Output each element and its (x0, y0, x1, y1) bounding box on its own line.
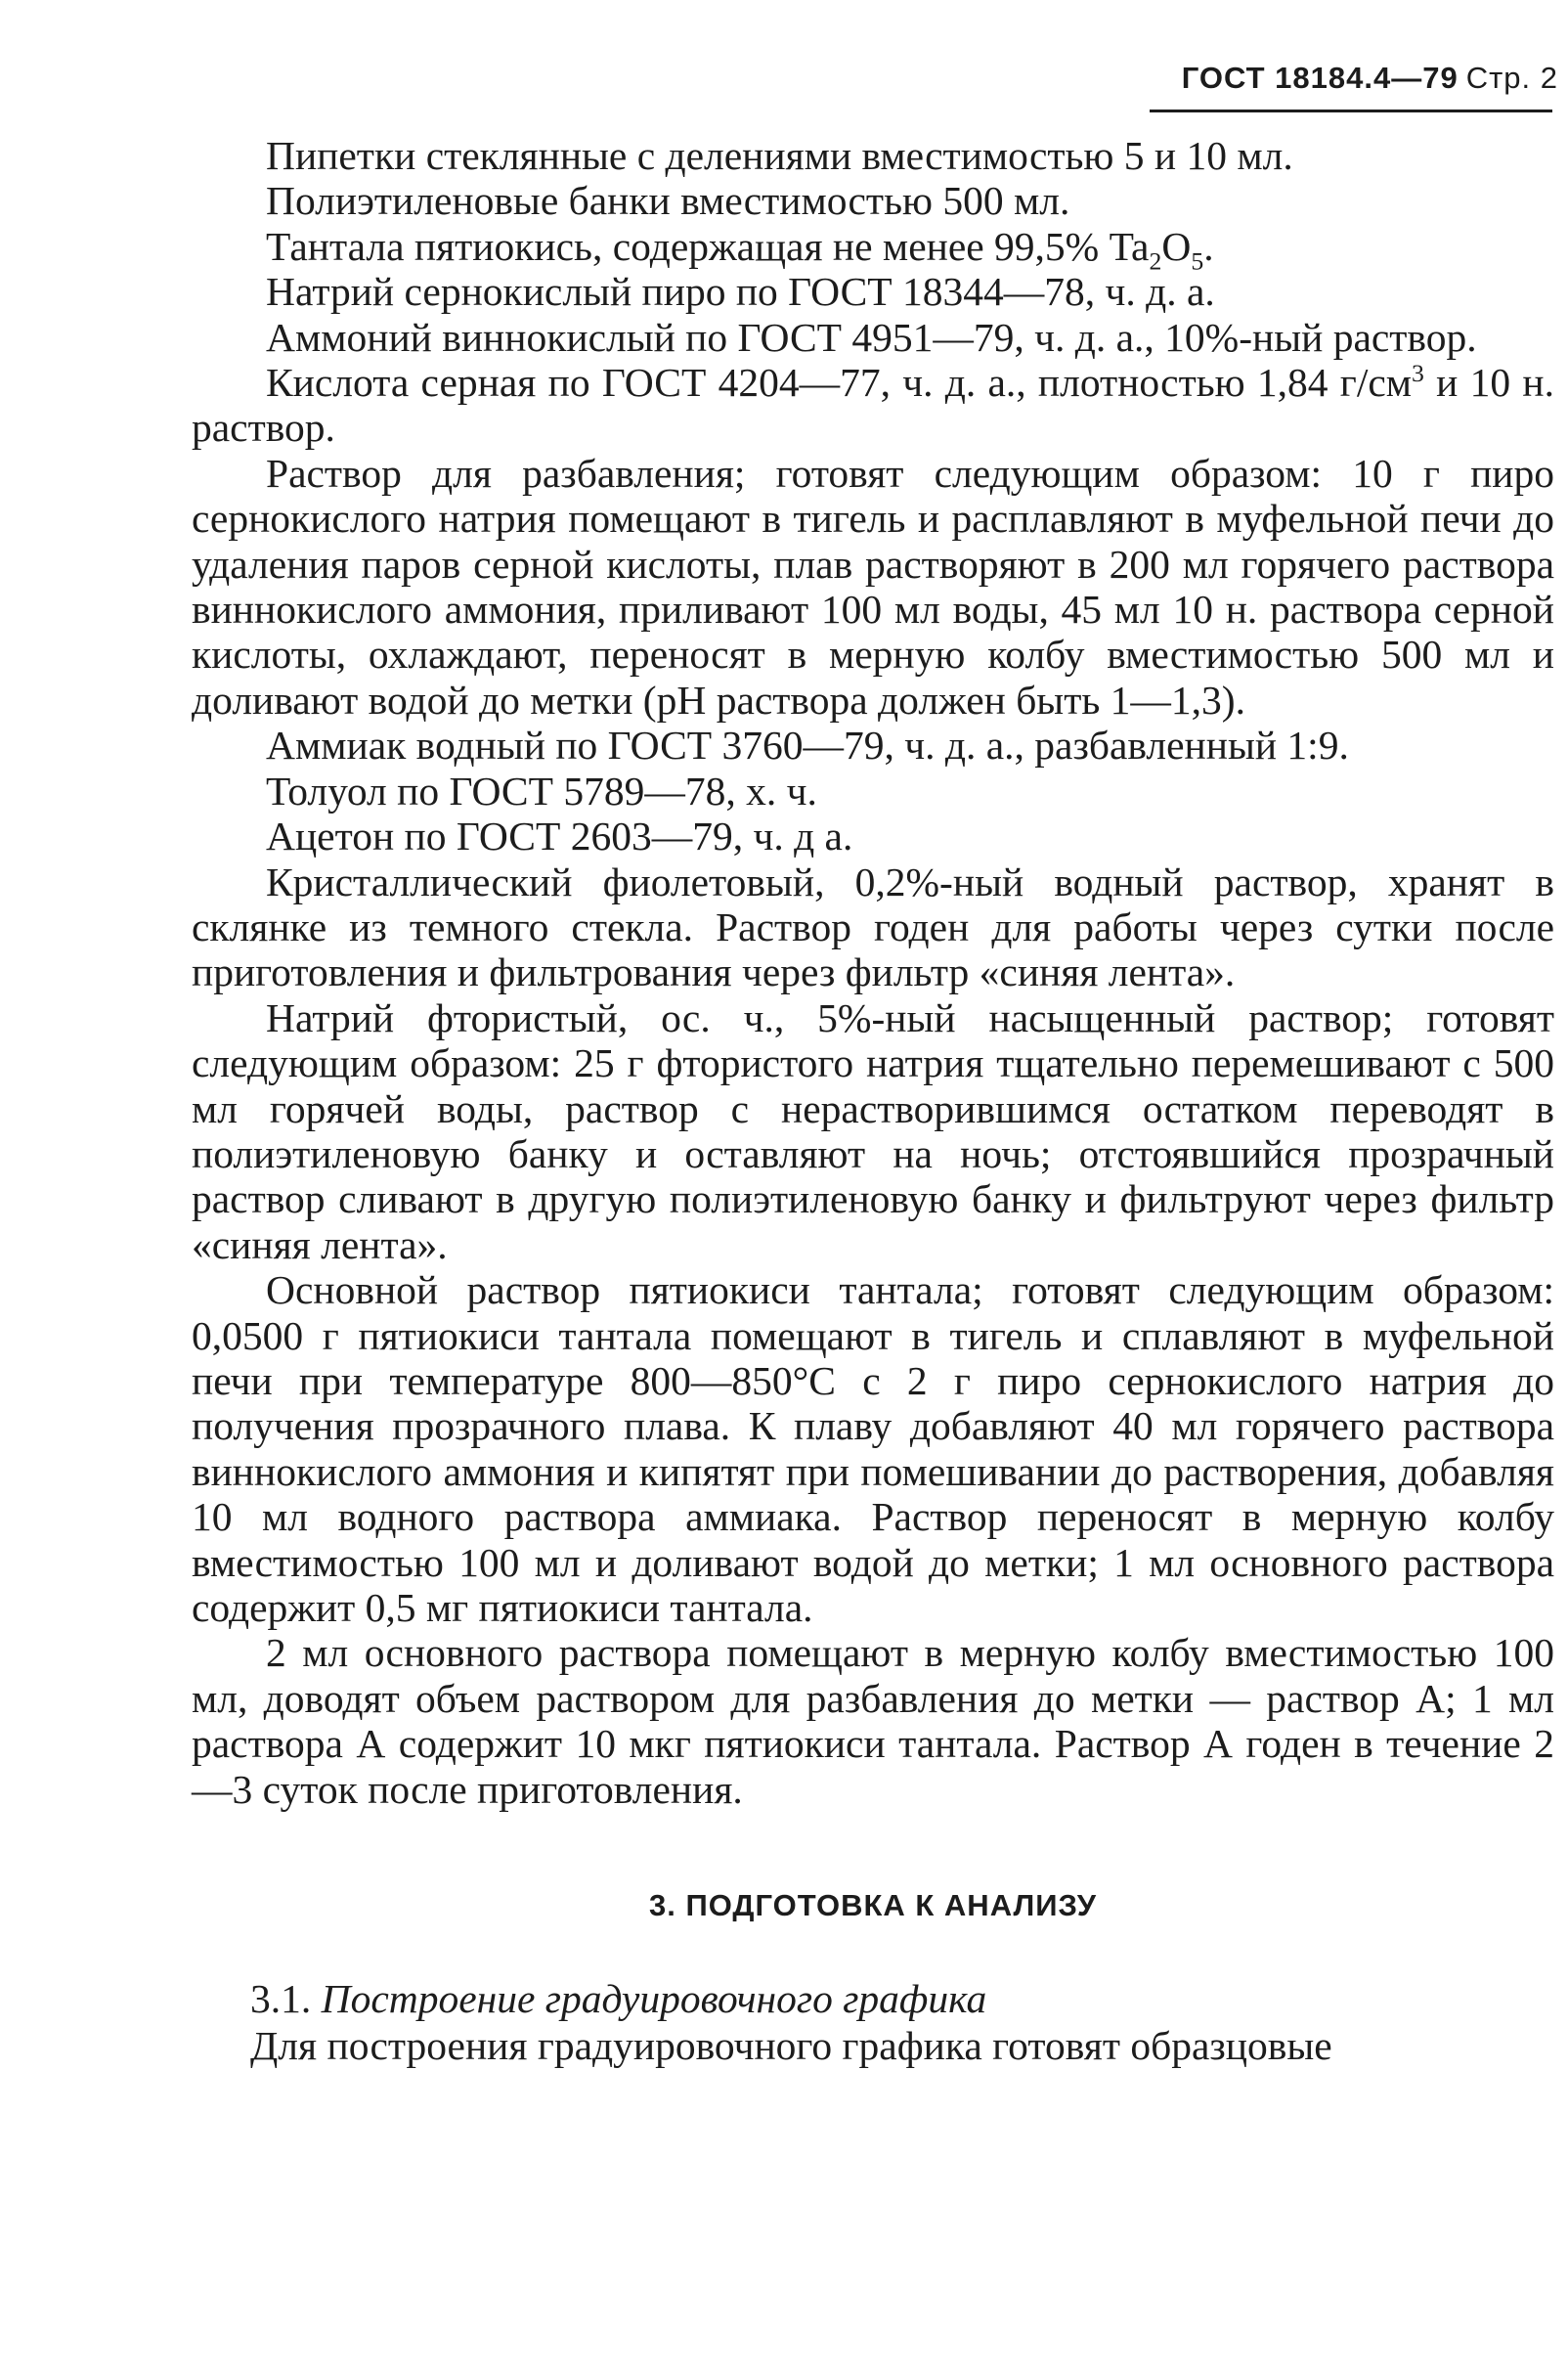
subsection-continuation: Для построения градуировочного графика готовят образцовые (250, 2023, 1332, 2068)
section-heading: 3. ПОДГОТОВКА К АНАЛИЗУ (648, 1888, 1098, 1922)
acid-tail: и 10 н. раствор. (192, 360, 1554, 451)
document-code: ГОСТ 18184.4—79 (1181, 61, 1459, 95)
paragraph-pipettes: Пипетки стеклянные с делениями вместимостью 5 и 10 мл. (266, 133, 1293, 178)
paragraph-polyethylene-jars: Полиэтиленовые банки вместимостью 500 мл. (266, 178, 1070, 224)
subsection-heading (192, 1975, 1554, 2022)
body-text (192, 133, 1554, 1812)
paragraph-solution-a: 2 мл основного раствора помещают в мерную колбу вместимостью 100 мл, доводят объем раствором для разбавления до метки — раствор А; 1 мл раствора А содержит 10 мкг пятиокиси тантала. Раствор А годен в течение 2—3 суток после приготовления. (192, 1630, 1554, 1812)
header-rule (1150, 110, 1552, 112)
paragraph-crystal-violet: Кристаллический фиолетовый, 0,2%-ный водный раствор, хранят в склянке из темного стекла. Раствор годен для работы через сутки после приготовления и фильтрования через фильтр «синяя лента». (192, 859, 1554, 995)
paragraph-sulfuric-acid (192, 360, 1554, 451)
paragraph-sodium-fluoride: Натрий фтористый, ос. ч., 5%-ный насыщенный раствор; готовят следующим образом: 25 г фтористого натрия тщательно перемешивают с 500 мл горячей воды, раствор с нерастворившимся остатком переводят в полиэтиленовую банку и оставляют на ночь; отстоявшийся прозрачный раствор сливают в другую полиэтиленовую банку и фильтруют через фильтр «синяя лента». (192, 994, 1554, 1267)
paragraph-ammonia: Аммиак водный по ГОСТ 3760—79, ч. д. а., разбавленный 1:9. (266, 723, 1349, 769)
tantalum-formula-o: O (1161, 223, 1192, 269)
tantalum-text: Тантала пятиокись, содержащая не менее 99,5% Ta (266, 223, 1150, 269)
page-header (1182, 61, 1558, 96)
page-number: Стр. 2 (1465, 61, 1558, 95)
tantalum-tail: . (1203, 223, 1214, 269)
superscript-3: 3 (1412, 359, 1424, 388)
paragraph-tantalum-pentoxide (192, 223, 1554, 276)
subsection-number: 3.1. (250, 1976, 312, 2021)
subscript-5: 5 (1191, 246, 1204, 276)
acid-text: Кислота серная по ГОСТ 4204—77, ч. д. а., плотностью 1,84 г/см (266, 360, 1413, 406)
paragraph-stock-solution: Основной раствор пятиокиси тантала; готовят следующим образом: 0,0500 г пятиокиси тантала помещают в тигель и сплавляют в муфельной печи при температуре 800—850°С с 2 г пиро сернокислого натрия до получения прозрачного плава. К плаву добавляют 40 мл горячего раствора виннокислого аммония и кипятят при помешивании до растворения, добавляя 10 мл водного раствора аммиака. Раствор переносят в мерную колбу вместимостью 100 мл и доливают водой до метки; 1 мл основного раствора содержит 0,5 мг пятиокиси тантала. (192, 1267, 1554, 1630)
paragraph-ammonium-tartrate: Аммоний виннокислый по ГОСТ 4951—79, ч. д. а., 10%-ный раствор. (266, 314, 1477, 360)
subsection-title: Построение градуировочного графика (321, 1976, 987, 2021)
paragraph-acetone: Ацетон по ГОСТ 2603—79, ч. д а. (266, 814, 853, 859)
paragraph-toluene: Толуол по ГОСТ 5789—78, х. ч. (266, 768, 817, 814)
subsection (192, 1975, 1554, 2069)
paragraph-sodium-pyrosulfate: Натрий сернокислый пиро по ГОСТ 18344—78, ч. д. а. (266, 269, 1215, 315)
paragraph-dilution-solution: Раствор для разбавления; готовят следующим образом: 10 г пиро сернокислого натрия помещают в тигель и расплавляют в муфельной печи до удаления паров серной кислоты, плав растворяют в 200 мл горячего раствора виннокислого аммония, приливают 100 мл воды, 45 мл 10 н. раствора серной кислоты, охлаждают, переносят в мерную колбу вместимостью 500 мл и доливают водой до метки (pH раствора должен быть 1—1,3). (192, 450, 1554, 723)
subscript-2: 2 (1149, 246, 1162, 276)
